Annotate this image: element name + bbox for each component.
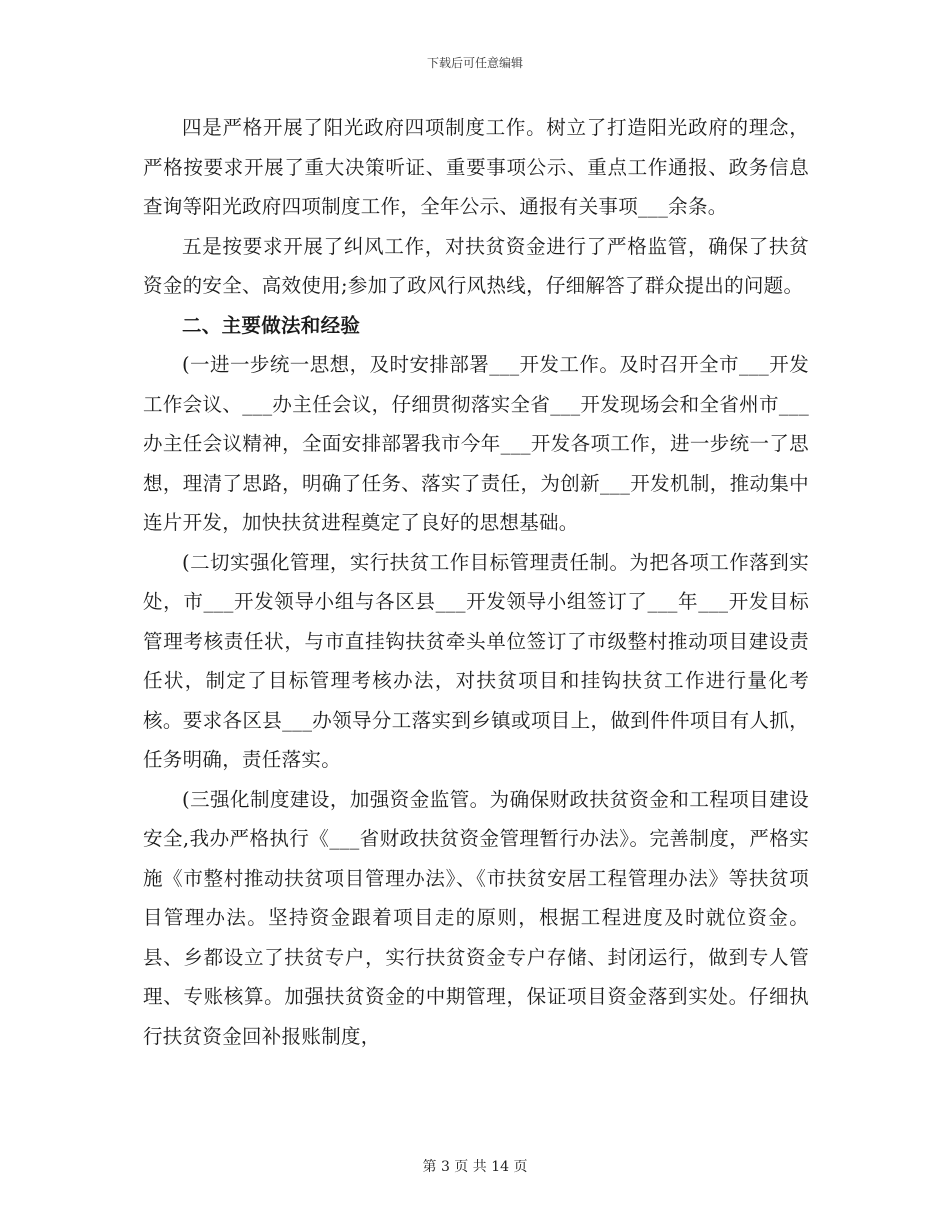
section-heading: 二、主要做法和经验 [182, 313, 361, 337]
page-header: 下载后可任意编辑 [426, 56, 523, 70]
paragraph-unify-thinking: (一进一步统一思想，及时安排部署___开发工作。及时召开全市___开发工作会议、___办主任会议，仔细贯彻落实全省___开发现场会和全省州市___办主任会议精神，全面安排部署我市今年___开发各项工作，进一步统一了思想，理清了思路，明确了任务、落实了责任，为创新___开发机制，推动集中连片开发，加快扶贫进程奠定了良好的思想基础。 [143, 353, 809, 534]
paragraph-fund-supervision: (三强化制度建设，加强资金监管。为确保财政扶贫资金和工程项目建设安全,我办严格执行《___省财政扶贫资金管理暂行办法》。完善制度，严格实施《市整村推动扶贫项目管理办法》、《市扶贫安居工程管理办法》等扶贫项目管理办法。坚持资金跟着项目走的原则，根据工程进度及时就位资金。县、乡都设立了扶贫专户，实行扶贫资金专户存储、封闭运行，做到专人管理、专账核算。加强扶贫资金的中期管理，保证项目资金落到实处。仔细执行扶贫资金回补报账制度， [143, 787, 809, 1048]
paragraph-strengthen-management: (二切实强化管理，实行扶贫工作目标管理责任制。为把各项工作落到实处，市___开发领导小组与各区县___开发领导小组签订了___年___开发目标管理考核责任状，与市直挂钩扶贫牵头单位签订了市级整村推动项目建设责任状，制定了目标管理考核办法，对扶贫项目和挂钩扶贫工作进行量化考核。要求各区县___办领导分工落实到乡镇或项目上，做到件件项目有人抓，任务明确，责任落实。 [143, 550, 809, 771]
paragraph-sunshine-government: 四是严格开展了阳光政府四项制度工作。树立了打造阳光政府的理念，严格按要求开展了重大决策听证、重要事项公示、重点工作通报、政务信息查询等阳光政府四项制度工作，全年公示、通报有关事项___余条。 [143, 116, 809, 218]
paragraph-anti-corruption: 五是按要求开展了纠风工作，对扶贫资金进行了严格监管，确保了扶贫资金的安全、高效使用;参加了政风行风热线，仔细解答了群众提出的问题。 [143, 234, 809, 297]
page-footer: 第 3 页 共 14 页 [422, 1159, 528, 1175]
document-body [143, 108, 809, 1056]
